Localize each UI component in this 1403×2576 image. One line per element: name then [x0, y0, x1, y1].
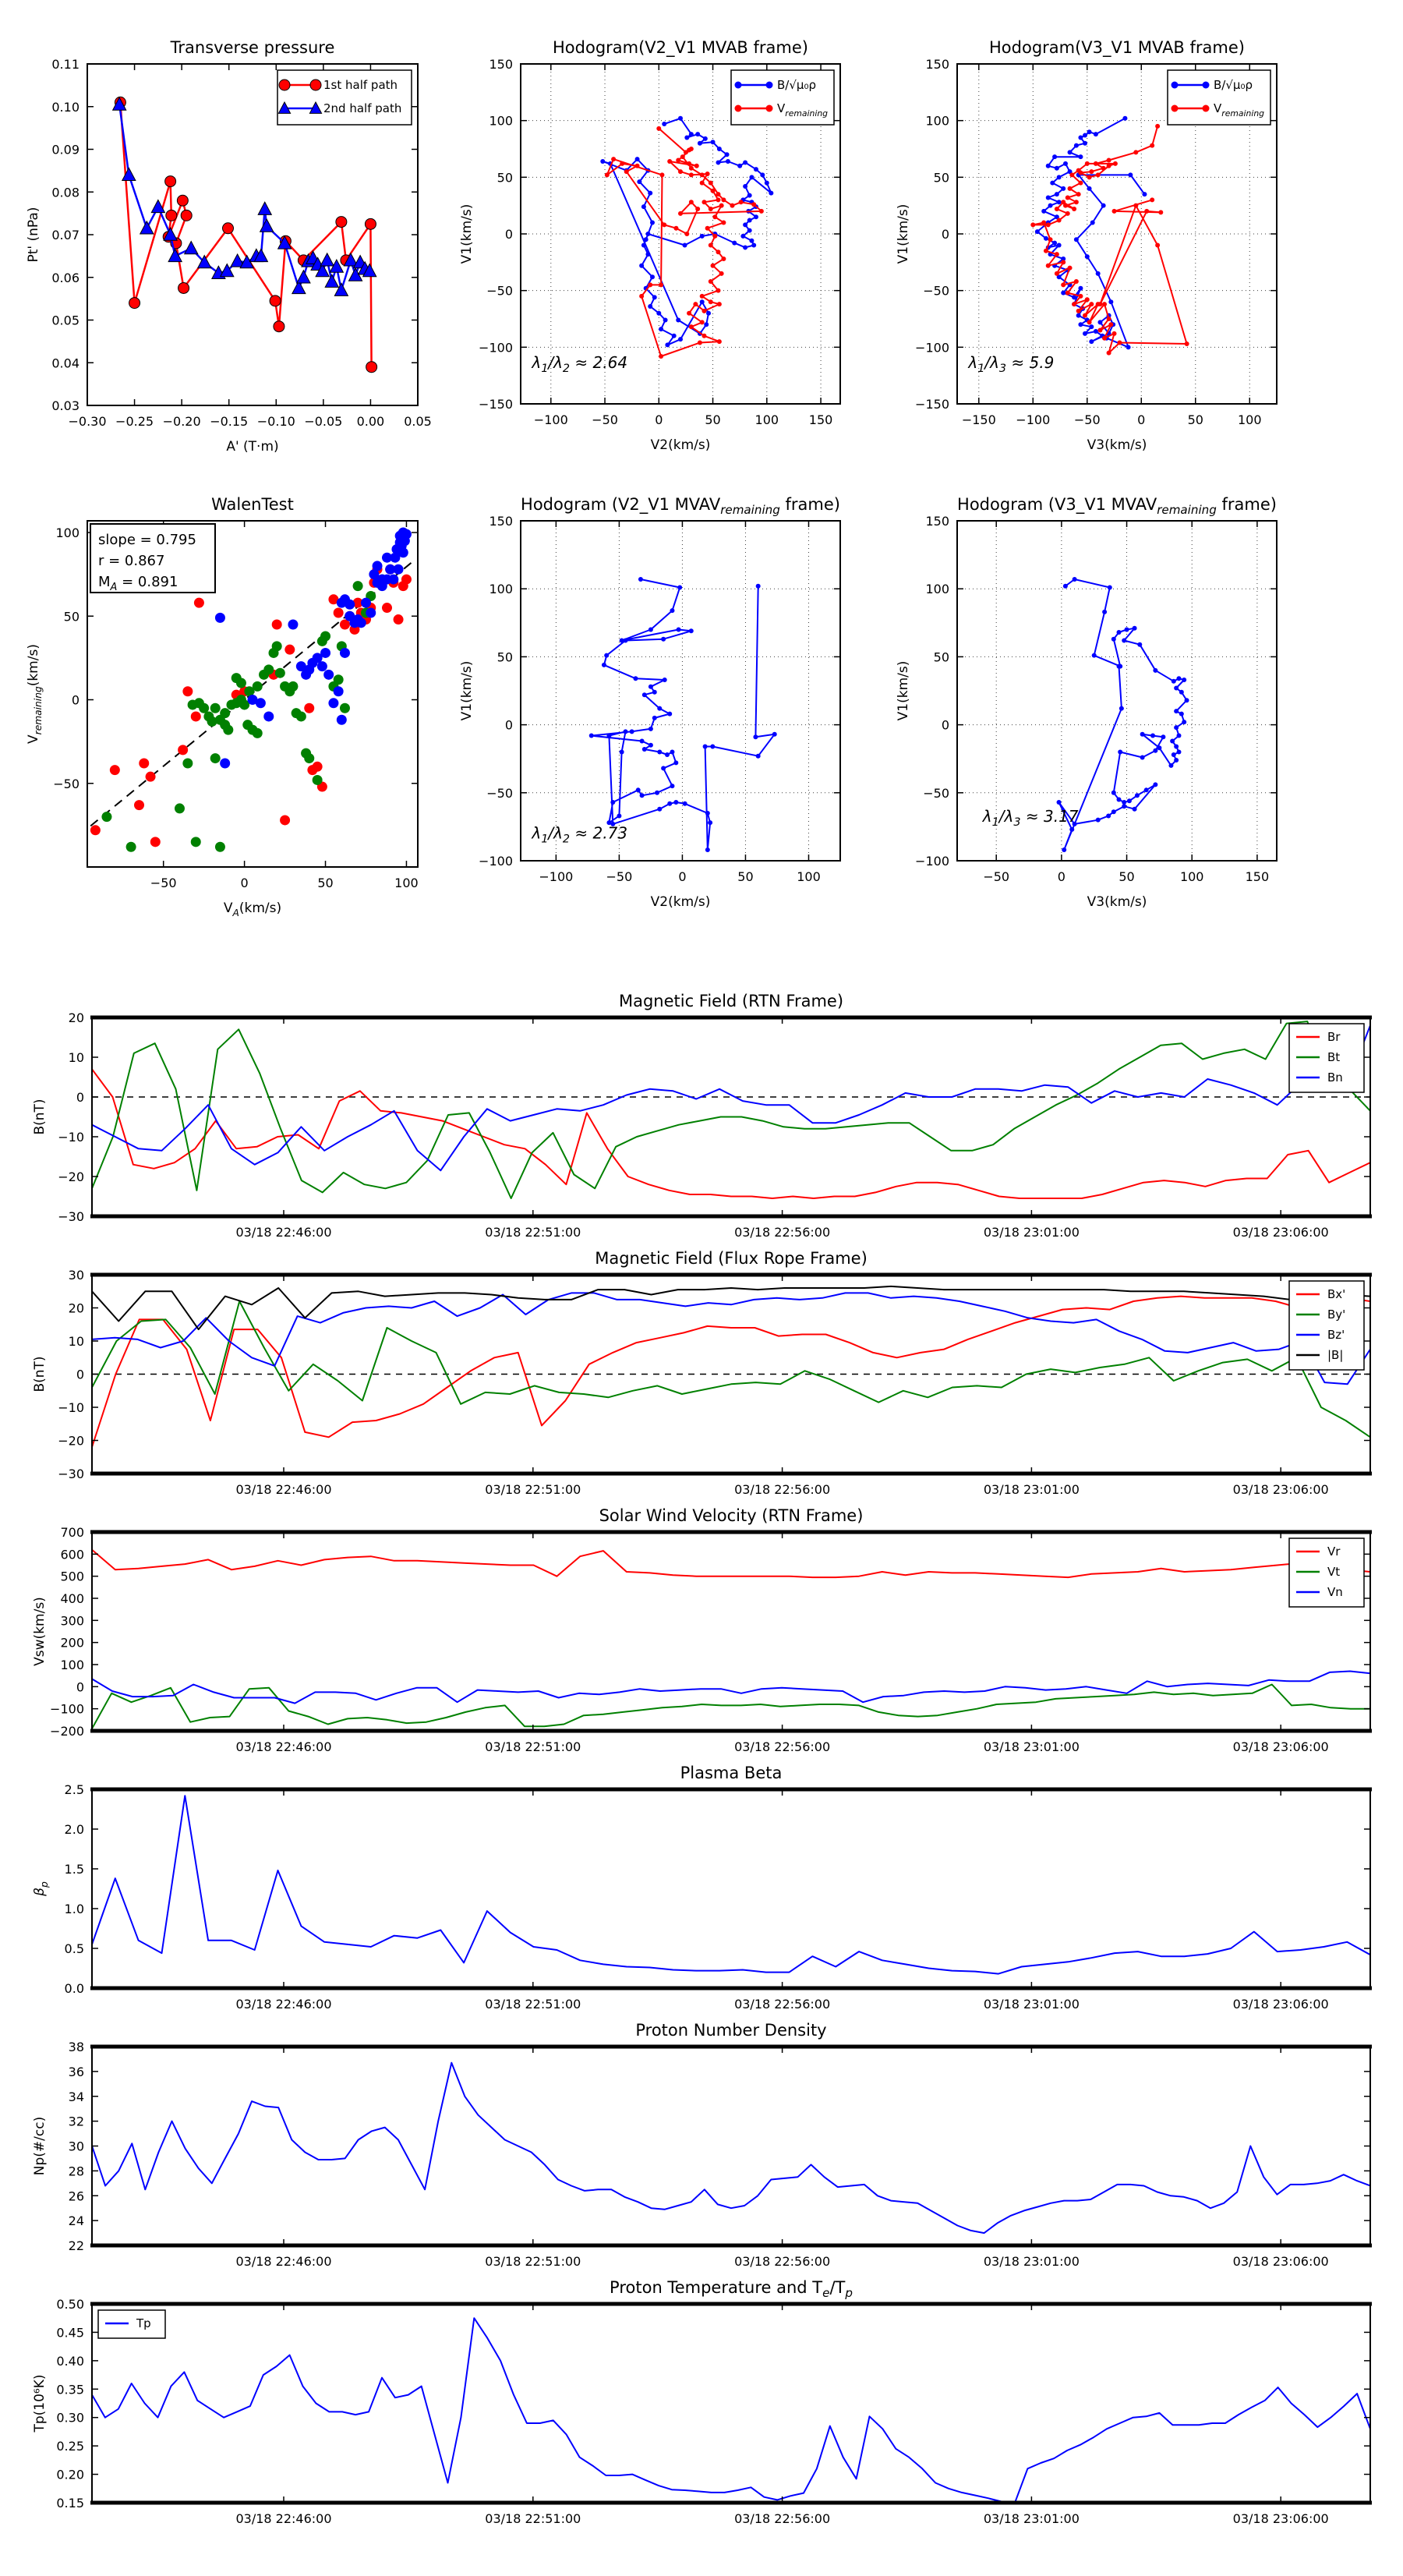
panel-hodogram-v2v1-mvab	[459, 38, 840, 453]
y-tick-label: 38	[68, 2040, 84, 2054]
ticks	[521, 521, 840, 861]
y-tick-label: −50	[923, 283, 949, 299]
panel-walen-test	[26, 495, 419, 918]
y-tick-label: 0	[941, 227, 949, 242]
x-tick-label: 03/18 22:56:00	[734, 1225, 831, 1240]
x-tick-label: −50	[983, 869, 1010, 884]
x-tick-label: −50	[592, 412, 618, 427]
y-tick-label: −150	[915, 397, 949, 412]
x-tick-label: 150	[808, 412, 833, 427]
y-tick-label: 28	[68, 2164, 84, 2179]
y-tick-label: 700	[60, 1525, 84, 1540]
x-tick-label: −50	[1073, 412, 1101, 427]
legend-label: Bn	[1327, 1070, 1343, 1085]
y-tick-label: −100	[479, 854, 513, 869]
x-tick-label: −0.15	[210, 414, 249, 429]
grid	[521, 521, 840, 861]
y-tick-label: −20	[58, 1169, 84, 1184]
panel-hodogram-v3v1-mvab	[896, 38, 1277, 453]
series-1st half path	[115, 97, 376, 372]
x-tick-label: 03/18 22:46:00	[235, 1739, 332, 1754]
x-tick-label: 03/18 22:51:00	[485, 2254, 581, 2269]
y-tick-label: −50	[486, 785, 513, 801]
series-group	[92, 1550, 1370, 1729]
x-tick-label: 03/18 22:56:00	[734, 1482, 831, 1497]
x-tick-label: 03/18 23:06:00	[1232, 1482, 1329, 1497]
axes-frame	[92, 1789, 1370, 1988]
y-tick-label: 1.5	[64, 1862, 84, 1877]
legend	[1289, 1538, 1364, 1607]
x-tick-label: 0	[1137, 412, 1146, 427]
panel-title: Solar Wind Velocity (RTN Frame)	[599, 1506, 864, 1525]
y-tick-label: −100	[915, 340, 949, 356]
y-tick-label: 34	[68, 2089, 84, 2104]
x-tick-label: 100	[1179, 869, 1204, 884]
y-tick-label: 150	[489, 514, 513, 529]
legend-label: 2nd half path	[323, 101, 402, 115]
legend-label: Br	[1327, 1030, 1341, 1044]
y-tick-label: 0.30	[56, 2410, 84, 2426]
series-group	[92, 1796, 1370, 1973]
y-tick-label: 0.09	[51, 142, 80, 157]
legend-label: |B|	[1327, 1348, 1344, 1362]
series-scatter-green	[101, 575, 387, 852]
panel-title: Hodogram (V2_V1 $MVAV_{remaining}$ frame)	[521, 495, 840, 517]
x-tick-label: −100	[1016, 412, 1051, 427]
y-tick-label: 0.04	[51, 356, 80, 371]
series-Np	[92, 2063, 1370, 2233]
series-group	[92, 1021, 1370, 1198]
y-tick-label: 400	[60, 1591, 84, 1606]
y-tick-label: 100	[489, 113, 513, 129]
y-tick-label: 36	[68, 2064, 84, 2079]
y-tick-label: 150	[925, 514, 949, 529]
y-tick-label: 30	[68, 1268, 84, 1283]
x-tick-label: 03/18 22:56:00	[734, 2511, 831, 2526]
y-tick-label: 0	[71, 692, 80, 708]
x-tick-label: 03/18 22:56:00	[734, 1739, 831, 1754]
y-tick-label: 0.0	[64, 1981, 84, 1996]
y-tick-label: 0	[76, 1090, 84, 1105]
x-axis-label: V3(km/s)	[1087, 437, 1147, 453]
y-tick-label: 0.10	[51, 99, 80, 115]
legend	[98, 2310, 165, 2338]
y-tick-label: 50	[497, 170, 513, 186]
panel-title: Magnetic Field (Flux Rope Frame)	[595, 1249, 868, 1268]
series-Bt	[92, 1021, 1370, 1198]
y-axis-label: $\beta_p$	[32, 1881, 50, 1896]
y-tick-label: 0	[504, 717, 513, 733]
x-tick-label: 100	[797, 869, 821, 884]
panel-hodogram-v3v1-mvav	[896, 495, 1277, 910]
y-tick-label: 10	[68, 1050, 84, 1065]
y-tick-label: 100	[925, 582, 949, 597]
series-Bn	[92, 1025, 1370, 1170]
y-axis-label: V1(km/s)	[896, 203, 911, 264]
y-tick-label: 0.45	[56, 2325, 84, 2341]
y-tick-label: 50	[63, 609, 80, 625]
y-tick-label: 30	[68, 2139, 84, 2154]
y-tick-label: 32	[68, 2114, 84, 2129]
y-tick-label: 50	[497, 649, 513, 665]
x-tick-label: −0.10	[256, 414, 295, 429]
legend-label: Vn	[1327, 1585, 1343, 1599]
legend-label: Vr	[1327, 1545, 1341, 1559]
legend	[1168, 70, 1270, 125]
axes-frame	[521, 521, 840, 861]
y-tick-label: 2.5	[64, 1782, 84, 1797]
panel-hodogram-v2v1-mvav	[459, 495, 840, 910]
stats-line: slope = 0.795	[98, 532, 196, 548]
y-tick-label: −100	[50, 1701, 84, 1717]
x-tick-label: 03/18 22:56:00	[734, 1997, 831, 2012]
y-tick-label: 0.25	[56, 2439, 84, 2454]
x-tick-label: 0	[678, 869, 687, 884]
series-Tp	[92, 2318, 1370, 2503]
y-tick-label: −50	[53, 776, 80, 791]
y-tick-label: −30	[58, 1467, 84, 1481]
y-tick-label: 0.06	[51, 270, 80, 285]
y-tick-label: 50	[933, 649, 949, 665]
y-axis-label: $V_{remaining}(km/s)$	[26, 644, 44, 744]
y-tick-label: 26	[68, 2189, 84, 2204]
y-tick-label: 0.07	[51, 228, 80, 242]
series-B-hodogram	[1035, 116, 1147, 350]
y-tick-label: 0.08	[51, 185, 80, 200]
x-tick-label: −0.05	[304, 414, 343, 429]
x-tick-label: 50	[317, 876, 334, 890]
x-tick-label: 03/18 22:46:00	[235, 2511, 332, 2526]
legend-label: Bt	[1327, 1050, 1341, 1064]
x-tick-label: 03/18 23:01:00	[983, 2254, 1080, 2269]
y-tick-label: −50	[923, 785, 949, 801]
panel-title: Proton Number Density	[635, 2021, 827, 2040]
axes-frame	[92, 2304, 1370, 2503]
series-Vr	[92, 1550, 1370, 1577]
legend	[731, 70, 834, 125]
x-tick-label: −50	[150, 876, 177, 890]
x-tick-label: 03/18 23:01:00	[983, 1739, 1080, 1754]
y-tick-label: 150	[925, 57, 949, 72]
ticks	[92, 2047, 1370, 2245]
x-tick-label: 100	[755, 412, 779, 427]
annotation: $\lambda_1/\lambda_2 \approx 2.64$	[532, 353, 628, 376]
y-tick-label: 0	[76, 1679, 84, 1695]
x-tick-label: 0	[655, 412, 663, 427]
y-axis-label: Pt' (nPa)	[26, 207, 41, 263]
panel-title: Magnetic Field (RTN Frame)	[618, 992, 844, 1010]
y-tick-label: 10	[68, 1334, 84, 1349]
x-tick-label: 03/18 23:01:00	[983, 2511, 1080, 2526]
x-tick-label: 03/18 23:06:00	[1232, 2511, 1329, 2526]
panel-title: Hodogram(V2_V1 MVAB frame)	[553, 38, 808, 57]
x-tick-label: 03/18 22:46:00	[235, 1482, 332, 1497]
x-tick-label: 03/18 22:51:00	[485, 2511, 581, 2526]
series-beta-p	[92, 1796, 1370, 1973]
legend-label: Bx'	[1327, 1287, 1346, 1301]
series-Bz'	[92, 1293, 1370, 1384]
series-By'	[92, 1301, 1370, 1437]
y-tick-label: 0.03	[51, 398, 80, 413]
x-tick-label: −100	[539, 869, 574, 884]
panel-magnetic-field-rtn	[32, 992, 1372, 1240]
x-tick-label: 0	[240, 876, 249, 890]
panel-title: WalenTest	[211, 495, 294, 514]
y-tick-label: −10	[58, 1130, 84, 1145]
y-axis-label: Np(#/cc)	[32, 2116, 48, 2176]
panel-proton-temperature	[32, 2278, 1372, 2526]
ticks	[92, 2304, 1370, 2503]
legend-label: Bz'	[1327, 1328, 1345, 1342]
series-|B|	[92, 1286, 1370, 1329]
y-tick-label: −200	[50, 1724, 84, 1739]
panel-title: Proton Temperature and $T_e/T_p$	[610, 2278, 853, 2300]
y-tick-label: 100	[55, 525, 80, 541]
axes-frame	[92, 2047, 1370, 2245]
stats-box	[90, 524, 215, 593]
series-2nd half path	[113, 97, 376, 295]
legend-label: Vt	[1327, 1565, 1341, 1579]
x-tick-label: 50	[705, 412, 721, 427]
series-group	[1030, 116, 1189, 356]
x-axis-label: $V_A(km/s)$	[223, 901, 282, 918]
y-tick-label: 600	[60, 1547, 84, 1562]
x-tick-label: −50	[606, 869, 633, 884]
series-V-hodogram	[589, 577, 777, 852]
series-scatter-blue	[215, 528, 412, 769]
y-tick-label: 500	[60, 1569, 84, 1584]
series-group	[92, 2063, 1370, 2233]
x-tick-label: 150	[1245, 869, 1270, 884]
legend	[1289, 1281, 1364, 1370]
series-Bx'	[92, 1293, 1370, 1447]
y-axis-label: Tp(10⁶K)	[32, 2374, 48, 2433]
x-tick-label: 03/18 22:51:00	[485, 1225, 581, 1240]
y-tick-label: 0.20	[56, 2467, 84, 2482]
x-tick-label: −150	[961, 412, 996, 427]
y-tick-label: 0.35	[56, 2382, 84, 2397]
x-tick-label: 100	[1237, 412, 1262, 427]
x-tick-label: 100	[394, 876, 419, 890]
x-tick-label: 50	[1119, 869, 1135, 884]
legend-label: By'	[1327, 1307, 1346, 1322]
y-tick-label: 0	[504, 227, 513, 242]
x-tick-label: −0.25	[115, 414, 154, 429]
y-tick-label: 100	[925, 113, 949, 129]
legend	[277, 70, 412, 125]
x-axis-label: V2(km/s)	[650, 437, 711, 453]
panel-plasma-beta	[32, 1764, 1372, 2012]
stats-line: $M_A = 0.891$	[98, 574, 178, 593]
y-tick-label: 100	[489, 582, 513, 597]
series-group	[113, 97, 377, 372]
y-tick-label: 22	[68, 2238, 84, 2253]
x-tick-label: 03/18 23:01:00	[983, 1225, 1080, 1240]
panel-proton-number-density	[32, 2021, 1372, 2269]
y-tick-label: 150	[489, 57, 513, 72]
y-tick-label: 0.05	[51, 313, 80, 328]
legend-label: $V_{remaining}$	[1214, 101, 1265, 119]
y-tick-label: 100	[60, 1658, 84, 1672]
series-group	[92, 1286, 1370, 1447]
x-axis-label: V2(km/s)	[650, 894, 711, 910]
y-axis-label: V1(km/s)	[896, 660, 911, 721]
legend-label: B/√μ₀ρ	[1214, 78, 1253, 92]
y-axis-label: Vsw(km/s)	[32, 1597, 48, 1666]
y-tick-label: 0	[76, 1367, 84, 1382]
series-group	[600, 116, 773, 359]
x-tick-label: 03/18 23:06:00	[1232, 1739, 1329, 1754]
y-tick-label: 2.0	[64, 1822, 84, 1837]
panel-title: Hodogram (V3_V1 $MVAV_{remaining}$ frame)	[957, 495, 1277, 517]
x-tick-label: 03/18 22:51:00	[485, 1997, 581, 2012]
x-axis-label: V3(km/s)	[1087, 894, 1147, 910]
y-tick-label: 20	[68, 1300, 84, 1316]
x-axis-label: A' (T·m)	[226, 439, 279, 455]
y-axis-label: V1(km/s)	[459, 203, 475, 264]
y-tick-label: 0.50	[56, 2297, 84, 2312]
y-tick-label: 300	[60, 1613, 84, 1629]
y-axis-label: B(nT)	[32, 1356, 48, 1392]
panel-title: Transverse pressure	[170, 38, 335, 57]
x-tick-label: 03/18 22:46:00	[235, 1225, 332, 1240]
annotation: $\lambda_1/\lambda_3 \approx 3.17$	[982, 806, 1079, 829]
annotation: $\lambda_1/\lambda_3 \approx 5.9$	[968, 353, 1055, 376]
y-tick-label: 0.40	[56, 2353, 84, 2369]
y-tick-label: 1.0	[64, 1902, 84, 1916]
x-tick-label: 0.00	[356, 414, 385, 429]
panel-solar-wind-velocity	[32, 1506, 1372, 1754]
x-tick-label: 03/18 23:01:00	[983, 1997, 1080, 2012]
legend-label: $V_{remaining}$	[777, 101, 829, 119]
y-tick-label: −10	[58, 1400, 84, 1415]
legend	[1289, 1024, 1364, 1092]
x-tick-label: 0.05	[404, 414, 432, 429]
panel-title: Hodogram(V3_V1 MVAB frame)	[989, 38, 1245, 57]
y-tick-label: 200	[60, 1635, 84, 1651]
y-tick-label: 50	[933, 170, 949, 186]
y-tick-label: −100	[915, 854, 949, 869]
y-tick-label: 20	[68, 1010, 84, 1025]
y-tick-label: −30	[58, 1209, 84, 1224]
stats-line: r = 0.867	[98, 553, 165, 569]
y-tick-label: −100	[479, 340, 513, 356]
x-tick-label: 03/18 22:46:00	[235, 2254, 332, 2269]
x-tick-label: 03/18 23:06:00	[1232, 1997, 1329, 2012]
x-tick-label: 03/18 22:51:00	[485, 1739, 581, 1754]
series-Vn	[92, 1672, 1370, 1704]
series-Br	[92, 1069, 1370, 1198]
ticks	[92, 1789, 1370, 1988]
x-tick-label: 03/18 23:06:00	[1232, 2254, 1329, 2269]
legend-label: 1st half path	[323, 78, 398, 92]
y-tick-label: 0	[941, 717, 949, 733]
y-axis-label: V1(km/s)	[459, 660, 475, 721]
x-tick-label: 03/18 23:01:00	[983, 1482, 1080, 1497]
y-tick-label: 0.5	[64, 1941, 84, 1956]
x-tick-label: −100	[533, 412, 568, 427]
y-tick-label: −20	[58, 1433, 84, 1449]
x-tick-label: −0.20	[162, 414, 201, 429]
legend-label: Tp	[136, 2316, 151, 2330]
y-tick-label: 0.15	[56, 2496, 84, 2511]
annotation: $\lambda_1/\lambda_2 \approx 2.73$	[532, 823, 628, 846]
x-tick-label: 0	[1057, 869, 1066, 884]
y-tick-label: 0.11	[51, 57, 80, 72]
x-tick-label: 03/18 22:46:00	[235, 1997, 332, 2012]
y-axis-label: B(nT)	[32, 1099, 48, 1135]
x-tick-label: 03/18 22:56:00	[734, 2254, 831, 2269]
panel-transverse-pressure	[26, 38, 432, 455]
x-tick-label: 03/18 23:06:00	[1232, 1225, 1329, 1240]
x-tick-label: 50	[1187, 412, 1203, 427]
series-group	[92, 2318, 1370, 2503]
panel-title: Plasma Beta	[680, 1764, 783, 1782]
panel-magnetic-field-flux-rope	[32, 1249, 1372, 1497]
x-tick-label: 50	[737, 869, 754, 884]
y-tick-label: −50	[486, 283, 513, 299]
y-tick-label: −150	[479, 397, 513, 412]
series-group	[589, 577, 777, 852]
legend-label: B/√μ₀ρ	[777, 78, 816, 92]
x-tick-label: 03/18 22:51:00	[485, 1482, 581, 1497]
x-tick-label: −0.30	[68, 414, 107, 429]
y-tick-label: 24	[68, 2213, 84, 2229]
